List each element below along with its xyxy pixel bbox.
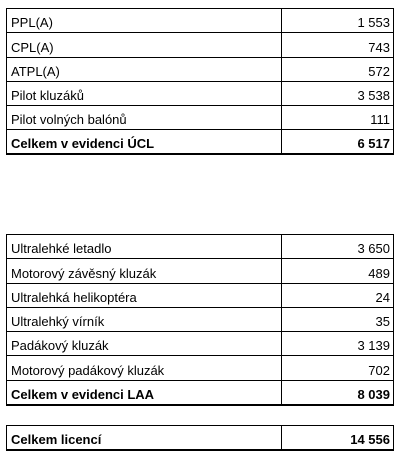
grand-total-value: 14 556 (282, 426, 394, 450)
table-row (7, 106, 394, 130)
row-label: ATPL(A) (7, 57, 282, 81)
grand-total-table (6, 425, 394, 451)
row-label: Motorový závěsný kluzák (7, 259, 282, 283)
table-row (7, 235, 394, 259)
table-row (7, 57, 394, 81)
row-value: 743 (282, 33, 394, 57)
total-row (7, 130, 394, 154)
table-row (7, 283, 394, 307)
row-value: 489 (282, 259, 394, 283)
table-row (7, 81, 394, 105)
table-row (7, 307, 394, 331)
table-row (7, 259, 394, 283)
row-label: Ultralehké letadlo (7, 235, 282, 259)
table-row (7, 332, 394, 356)
row-value: 24 (282, 283, 394, 307)
grand-total-label: Celkem licencí (7, 426, 282, 450)
total-row (7, 380, 394, 404)
row-label: Ultralehká helikoptéra (7, 283, 282, 307)
row-value: 572 (282, 57, 394, 81)
row-value: 3 139 (282, 332, 394, 356)
row-label: Pilot kluzáků (7, 81, 282, 105)
total-value: 6 517 (282, 130, 394, 154)
row-label: PPL(A) (7, 9, 282, 33)
row-value: 111 (282, 106, 394, 130)
row-value: 3 538 (282, 81, 394, 105)
row-label: Padákový kluzák (7, 332, 282, 356)
total-label: Celkem v evidenci LAA (7, 380, 282, 404)
total-value: 8 039 (282, 380, 394, 404)
grand-total-row (7, 426, 394, 450)
table-row (7, 356, 394, 380)
table-row (7, 9, 394, 33)
total-label: Celkem v evidenci ÚCL (7, 130, 282, 154)
row-value: 3 650 (282, 235, 394, 259)
row-label: Pilot volných balónů (7, 106, 282, 130)
row-label: CPL(A) (7, 33, 282, 57)
row-value: 1 553 (282, 9, 394, 33)
row-label: Ultralehký vírník (7, 307, 282, 331)
row-value: 702 (282, 356, 394, 380)
ucl-licence-table (6, 8, 394, 155)
row-value: 35 (282, 307, 394, 331)
row-label: Motorový padákový kluzák (7, 356, 282, 380)
laa-licence-table (6, 234, 394, 406)
table-row (7, 33, 394, 57)
